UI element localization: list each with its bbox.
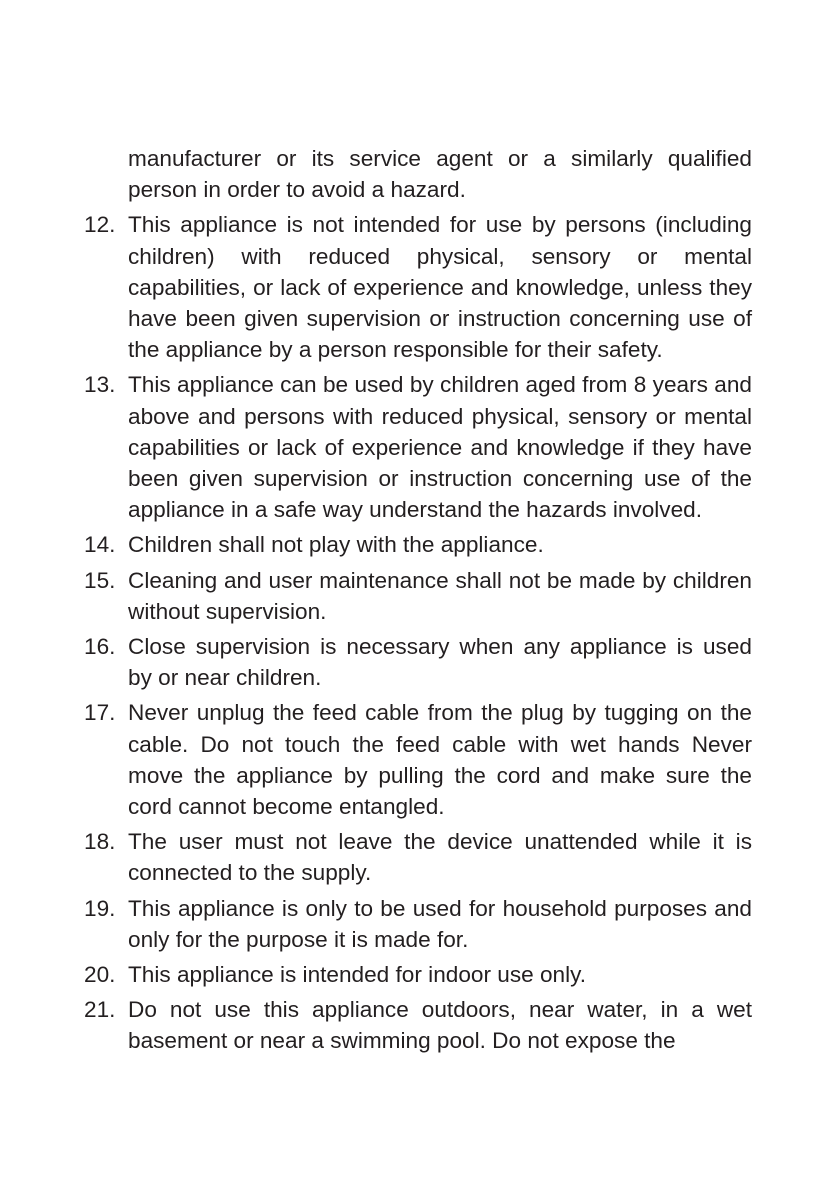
item-text: Close supervision is necessary when any appliance is used by or near children. xyxy=(128,634,752,691)
item-number: 15. xyxy=(84,567,116,593)
list-item xyxy=(84,209,752,365)
continuation-text: manufacturer or its service agent or a similarly qualified person in order to avoid a hazard. xyxy=(128,146,752,203)
item-number: 21. xyxy=(84,997,116,1023)
list-item xyxy=(84,631,752,693)
item-number: 17. xyxy=(84,700,116,726)
item-text: This appliance is only to be used for household purposes and only for the purpose it is made for. xyxy=(128,895,752,952)
item-number: 20. xyxy=(84,962,116,988)
item-number: 13. xyxy=(84,372,116,398)
item-number: 14. xyxy=(84,532,116,558)
list-item xyxy=(84,826,752,888)
item-text: Do not use this appliance outdoors, near water, in a wet basement or near a swimming pool. Do not expose the xyxy=(128,997,752,1054)
list-item xyxy=(84,697,752,822)
list-item xyxy=(84,994,752,1056)
item-text: The user must not leave the device unattended while it is connected to the supply. xyxy=(128,829,752,886)
item-text: Cleaning and user maintenance shall not be made by children without supervision. xyxy=(128,567,752,624)
item-number: 12. xyxy=(84,212,116,238)
item-number: 18. xyxy=(84,829,116,855)
item-text: This appliance can be used by children aged from 8 years and above and persons with reduced physical, sensory or mental capabilities or lack of experience and knowledge if they have been given supervision or instruction concerning use of the appliance in a safe way understand the hazards involved. xyxy=(128,372,752,523)
safety-instructions-page xyxy=(84,143,752,1061)
item-text: Never unplug the feed cable from the plug by tugging on the cable. Do not touch the feed cable with wet hands Never move the appliance by pulling the cord and make sure the cord cannot become entangled. xyxy=(128,700,752,820)
list-item xyxy=(84,893,752,955)
item-text: This appliance is intended for indoor use only. xyxy=(128,962,587,988)
item-text: Children shall not play with the appliance. xyxy=(128,532,544,558)
list-item-continuation xyxy=(84,143,752,205)
list-item xyxy=(84,959,752,990)
item-number: 16. xyxy=(84,634,116,660)
list-item xyxy=(84,369,752,525)
item-number: 19. xyxy=(84,895,116,921)
item-text: This appliance is not intended for use by persons (including children) with reduced physical, sensory or mental capabilities, or lack of experience and knowledge, unless they have been given supervision or instruction concerning use of the appliance by a person responsible for their safety. xyxy=(128,212,752,363)
list-item xyxy=(84,529,752,560)
list-item xyxy=(84,565,752,627)
